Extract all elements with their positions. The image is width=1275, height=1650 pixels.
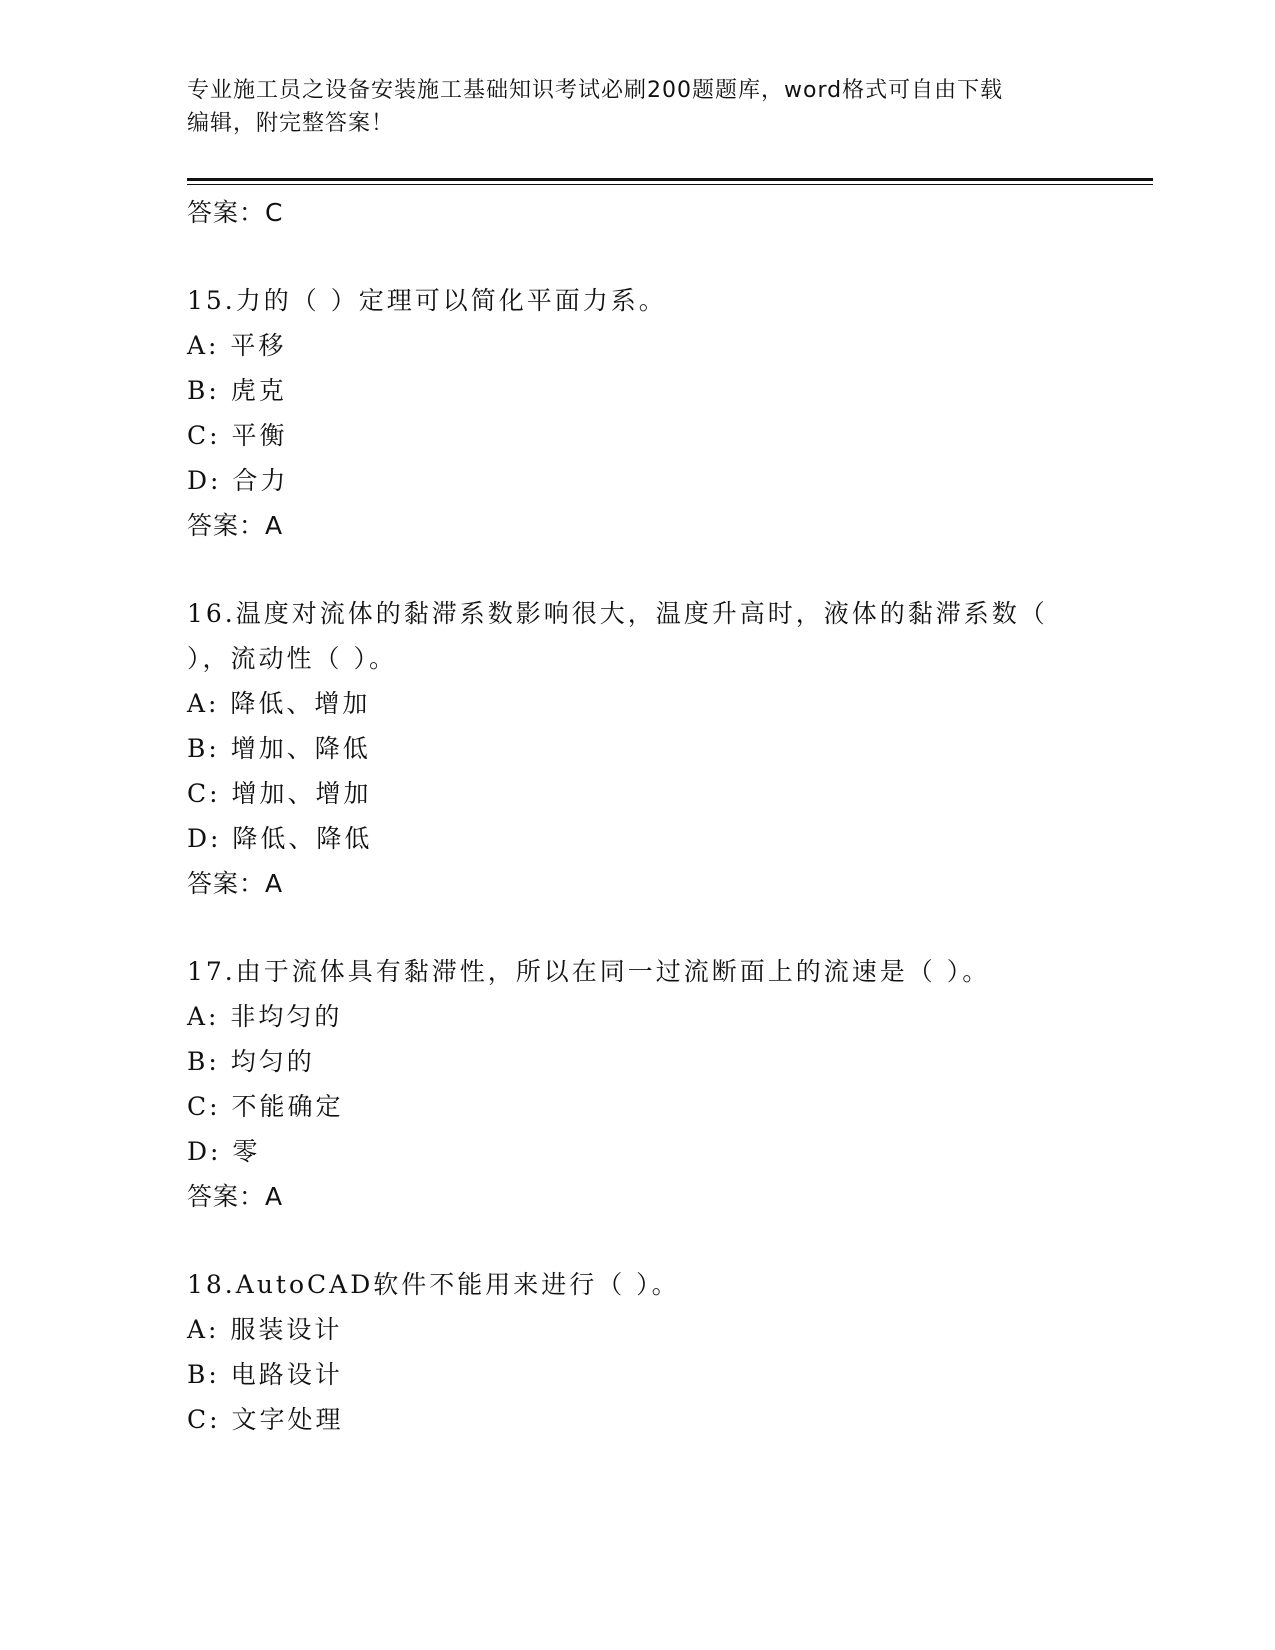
option-a: A: 降低、增加: [187, 689, 371, 718]
answer: 答案：A: [187, 511, 284, 540]
option-a: A: 服装设计: [187, 1315, 343, 1344]
option-b: B: 均匀的: [187, 1047, 315, 1076]
previous-answer: 答案：C: [187, 198, 284, 227]
document-header: [187, 74, 1087, 140]
question-15: [187, 278, 1087, 548]
option-a: A: 非均匀的: [187, 1002, 343, 1031]
header-line-2: 编辑，附完整答案！: [187, 111, 395, 136]
option-d: D: 合力: [187, 466, 289, 495]
question-stem: 17.由于流体具有黏滞性，所以在同一过流断面上的流速是（ ）。: [187, 957, 991, 986]
option-c: C: 平衡: [187, 421, 288, 450]
option-c: C: 文字处理: [187, 1405, 344, 1434]
option-b: B: 电路设计: [187, 1360, 343, 1389]
option-b: B: 增加、降低: [187, 734, 371, 763]
option-d: D: 降低、降低: [187, 824, 373, 853]
header-line-1: 专业施工员之设备安装施工基础知识考试必刷200题题库，word格式可自由下载: [187, 78, 1004, 103]
option-c: C: 增加、增加: [187, 779, 372, 808]
header-divider-thin: [187, 184, 1153, 185]
question-stem: 18.AutoCAD软件不能用来进行（ ）。: [187, 1270, 680, 1299]
option-d: D: 零: [187, 1137, 261, 1166]
header-divider-thick: [187, 178, 1153, 181]
option-c: C: 不能确定: [187, 1092, 344, 1121]
question-list: [187, 190, 1087, 1442]
option-a: A: 平移: [187, 331, 287, 360]
question-stem: 16.温度对流体的黏滞系数影响很大，温度升高时，液体的黏滞系数（: [187, 599, 1048, 628]
answer: 答案：A: [187, 869, 284, 898]
answer: 答案：A: [187, 1182, 284, 1211]
question-18: [187, 1262, 1087, 1442]
option-b: B: 虎克: [187, 376, 287, 405]
question-17: [187, 949, 1087, 1219]
question-stem-continued: ），流动性（ ）。: [187, 644, 397, 673]
question-16: [187, 591, 1087, 906]
question-stem: 15.力的（ ）定理可以简化平面力系。: [187, 286, 667, 315]
